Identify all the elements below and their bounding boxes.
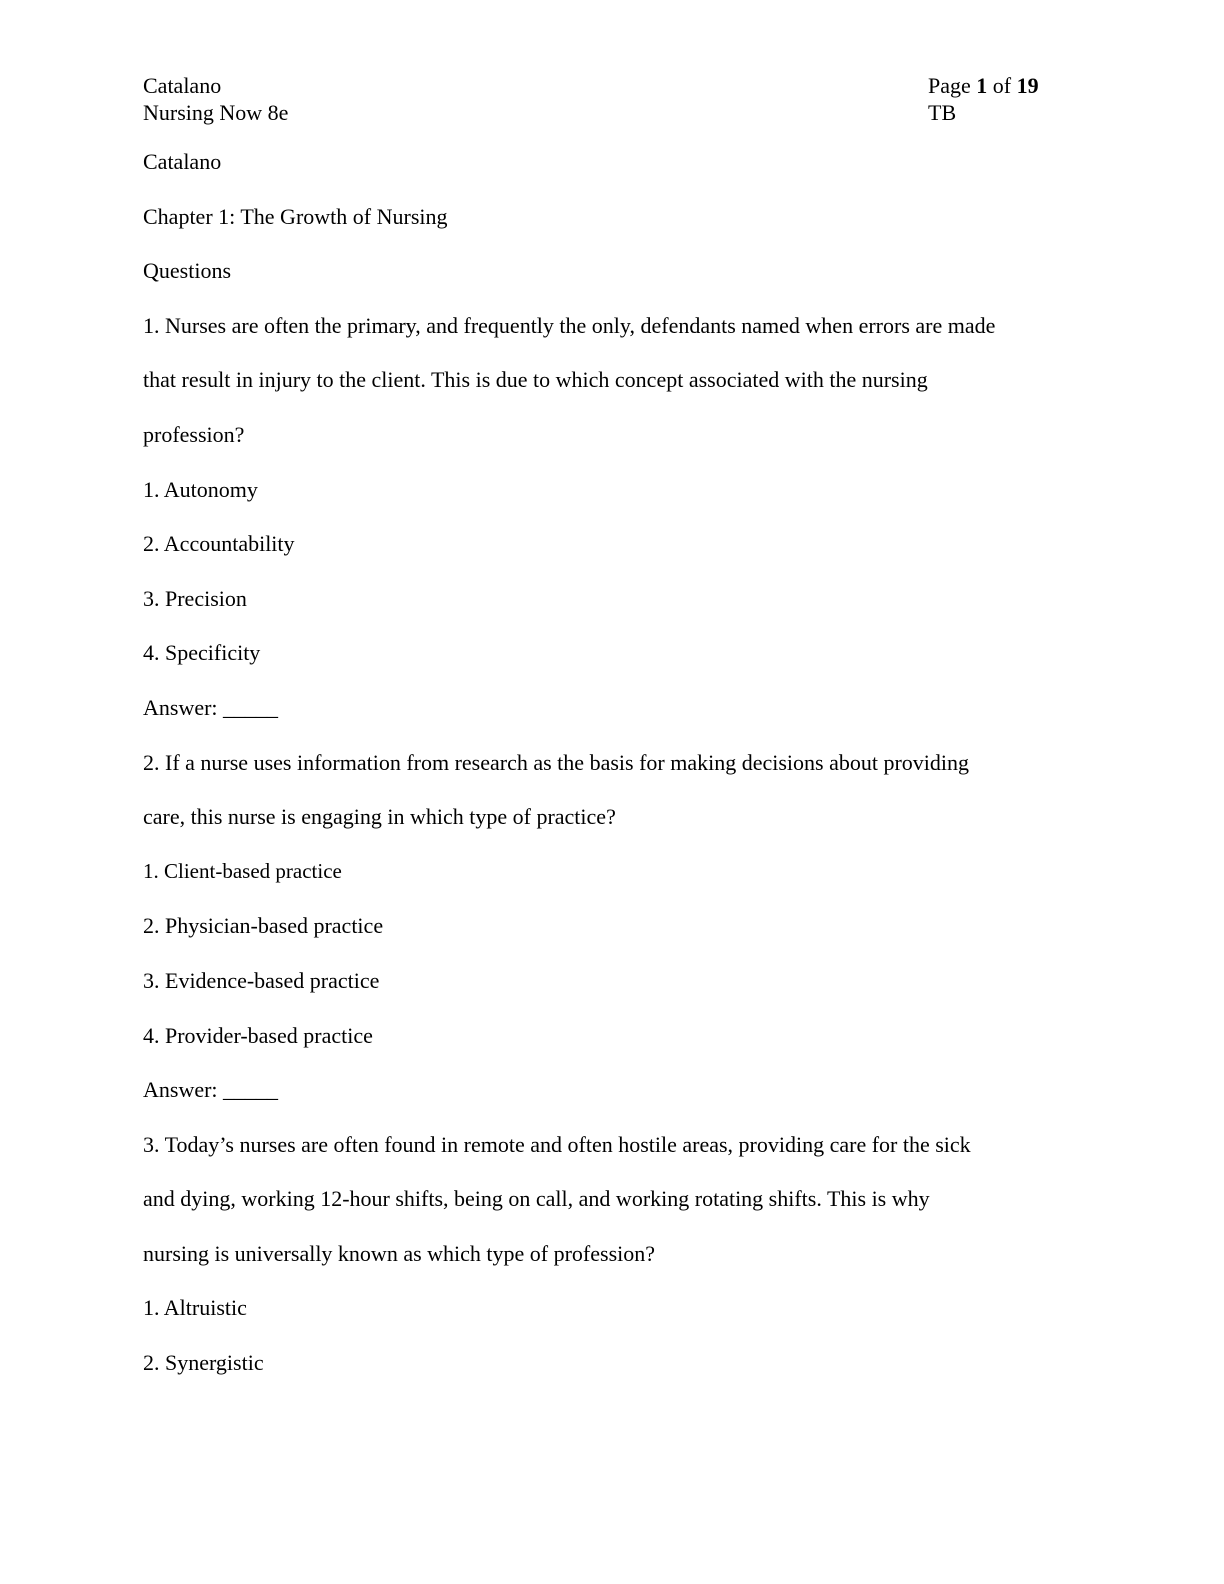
- header-right: [928, 72, 1039, 126]
- header-book-title: Nursing Now 8e: [143, 100, 289, 125]
- answer-option: 1. Client-based practice: [143, 858, 342, 883]
- section-title: Questions: [143, 258, 231, 284]
- page-current: 1: [976, 73, 988, 98]
- question-stem-line: and dying, working 12-hour shifts, being on call, and working rotating shifts. This is why: [143, 1186, 930, 1212]
- page-indicator: [928, 72, 1039, 99]
- intro-author: Catalano: [143, 149, 222, 174]
- answer-option: 1. Autonomy: [143, 476, 258, 502]
- answer-option: 4. Provider-based practice: [143, 1022, 373, 1048]
- answer-option: 3. Precision: [143, 585, 247, 611]
- answer-option: 4. Specificity: [143, 640, 261, 666]
- question-stem-line: 2. If a nurse uses information from research as the basis for making decisions about providing: [143, 749, 970, 775]
- header-author: Catalano: [143, 73, 222, 98]
- answer-blank: Answer: _____: [143, 1077, 279, 1103]
- chapter-title: Chapter 1: The Growth of Nursing: [143, 203, 448, 229]
- question-stem-line: nursing is universally known as which type of profession?: [143, 1240, 656, 1266]
- question-stem-line: that result in injury to the client. This is due to which concept associated with the nursing: [143, 367, 928, 393]
- answer-blank: Answer: _____: [143, 694, 279, 720]
- document-body: [143, 148, 1083, 1404]
- answer-option: 2. Physician-based practice: [143, 913, 384, 939]
- answer-option: 2. Accountability: [143, 531, 295, 557]
- page-of: of: [992, 73, 1012, 98]
- question-stem-line: care, this nurse is engaging in which type of practice?: [143, 804, 616, 830]
- question-stem-line: 1. Nurses are often the primary, and frequently the only, defendants named when errors are made: [143, 312, 996, 338]
- header-left: [143, 72, 288, 126]
- page-label: Page: [928, 73, 971, 98]
- question-stem-line: 3. Today’s nurses are often found in remote and often hostile areas, providing care for the sick: [143, 1131, 971, 1157]
- answer-option: 2. Synergistic: [143, 1350, 264, 1376]
- question-stem-line: profession?: [143, 421, 245, 447]
- page-total: 19: [1016, 73, 1039, 98]
- answer-option: 1. Altruistic: [143, 1295, 247, 1321]
- header-type: TB: [928, 100, 957, 125]
- answer-option: 3. Evidence-based practice: [143, 967, 380, 993]
